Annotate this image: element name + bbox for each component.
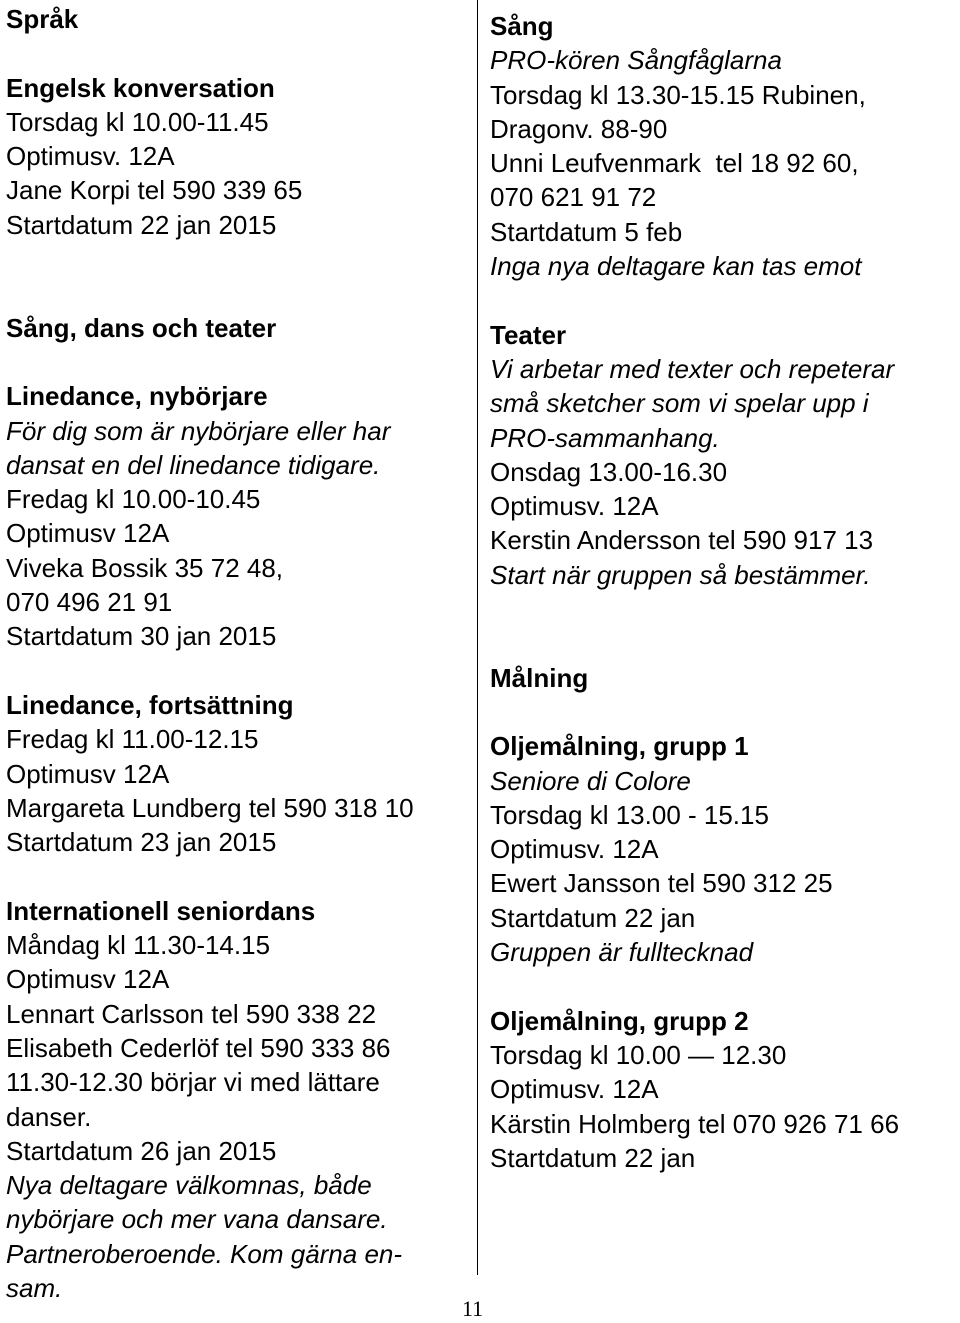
text-line: Optimusv. 12A [490, 491, 659, 522]
right-column [490, 9, 958, 1175]
text-line: sam. [6, 1272, 63, 1303]
text-line: Kerstin Andersson tel 590 917 13 [490, 525, 874, 556]
text-line: 070 496 21 91 [6, 587, 173, 618]
text-line: Unni Leufvenmark tel 18 92 60, [490, 148, 859, 179]
section-heading: Sång, dans och teater [6, 312, 277, 343]
text-line: Start när gruppen så bestämmer. [490, 559, 871, 590]
text-line: Vi arbetar med texter och repeterar [490, 353, 895, 384]
text-line: Startdatum 23 jan 2015 [6, 827, 277, 858]
text-line: Optimusv 12A [6, 758, 170, 789]
text-line: Startdatum 22 jan [490, 1142, 696, 1173]
text-line: Ewert Jansson tel 590 312 25 [490, 868, 833, 899]
text-line: dansat en del linedance tidigare. [6, 449, 381, 480]
text-line: Viveka Bossik 35 72 48, [6, 552, 284, 583]
text-line: Optimusv 12A [6, 518, 170, 549]
text-line: Inga nya deltagare kan tas emot [490, 251, 862, 282]
text-line: Torsdag kl 13.30-15.15 Rubinen, [490, 79, 866, 110]
text-line: Torsdag kl 10.00-11.45 [6, 106, 269, 137]
text-line: Startdatum 5 feb [490, 216, 683, 247]
text-line: Måndag kl 11.30-14.15 [6, 930, 271, 961]
text-line: PRO-sammanhang. [490, 422, 720, 453]
text-line: Fredag kl 10.00-10.45 [6, 484, 261, 515]
text-line: 070 621 91 72 [490, 182, 657, 213]
spacer [490, 626, 958, 660]
text-line: Torsdag kl 13.00 - 15.15 [490, 799, 769, 830]
section-heading: Oljemålning, grupp 1 [490, 731, 749, 762]
page-number: 11 [462, 1296, 484, 1321]
column-divider [477, 0, 478, 1275]
text-line: Startdatum 30 jan 2015 [6, 621, 277, 652]
left-column [6, 2, 472, 1305]
text-line: Torsdag kl 10.00 — 12.30 [490, 1039, 787, 1070]
text-line: Kärstin Holmberg tel 070 926 71 66 [490, 1108, 900, 1139]
section-heading: Engelsk konversation [6, 72, 275, 103]
text-line: Optimusv 12A [6, 964, 170, 995]
spacer [6, 36, 472, 70]
text-line: För dig som är nybörjare eller har [6, 415, 391, 446]
text-line: Optimusv. 12A [490, 1074, 659, 1105]
spacer [6, 345, 472, 379]
section-heading: Linedance, nybörjare [6, 381, 268, 412]
text-line: nybörjare och mer vana dansare. [6, 1204, 388, 1235]
spacer [6, 654, 472, 688]
spacer [6, 276, 472, 310]
section-heading: Internationell seniordans [6, 895, 316, 926]
text-line: Fredag kl 11.00-12.15 [6, 724, 259, 755]
text-line: Seniore di Colore [490, 765, 691, 796]
section-heading: Linedance, fortsättning [6, 689, 294, 720]
text-line: små sketcher som vi spelar upp i [490, 388, 869, 419]
spacer [6, 859, 472, 893]
text-line: danser. [6, 1101, 92, 1132]
text-line: PRO-kören Sångfåglarna [490, 45, 782, 76]
text-line: Partneroberoende. Kom gärna en- [6, 1238, 403, 1269]
section-heading: Sång [490, 11, 554, 41]
text-line: Elisabeth Cederlöf tel 590 333 86 [6, 1032, 391, 1063]
text-line: Optimusv. 12A [490, 834, 659, 865]
text-line: Startdatum 22 jan 2015 [6, 209, 277, 240]
section-heading: Språk [6, 4, 79, 34]
section-heading: Oljemålning, grupp 2 [490, 1005, 749, 1036]
text-line: Margareta Lundberg tel 590 318 10 [6, 792, 414, 823]
text-line: Nya deltagare välkomnas, både [6, 1170, 372, 1201]
spacer [490, 969, 958, 1003]
spacer [490, 695, 958, 729]
section-heading: Teater [490, 319, 567, 350]
text-line: 11.30-12.30 börjar vi med lättare [6, 1067, 380, 1098]
text-line: Gruppen är fulltecknad [490, 937, 754, 968]
spacer [490, 283, 958, 317]
text-line: Lennart Carlsson tel 590 338 22 [6, 998, 377, 1029]
text-line: Onsdag 13.00-16.30 [490, 456, 728, 487]
spacer [6, 242, 472, 276]
text-line: Optimusv. 12A [6, 141, 175, 172]
spacer [490, 592, 958, 626]
text-line: Startdatum 26 jan 2015 [6, 1135, 277, 1166]
section-heading: Målning [490, 662, 589, 693]
text-line: Startdatum 22 jan [490, 902, 696, 933]
text-line: Jane Korpi tel 590 339 65 [6, 175, 303, 206]
text-line: Dragonv. 88-90 [490, 113, 668, 144]
